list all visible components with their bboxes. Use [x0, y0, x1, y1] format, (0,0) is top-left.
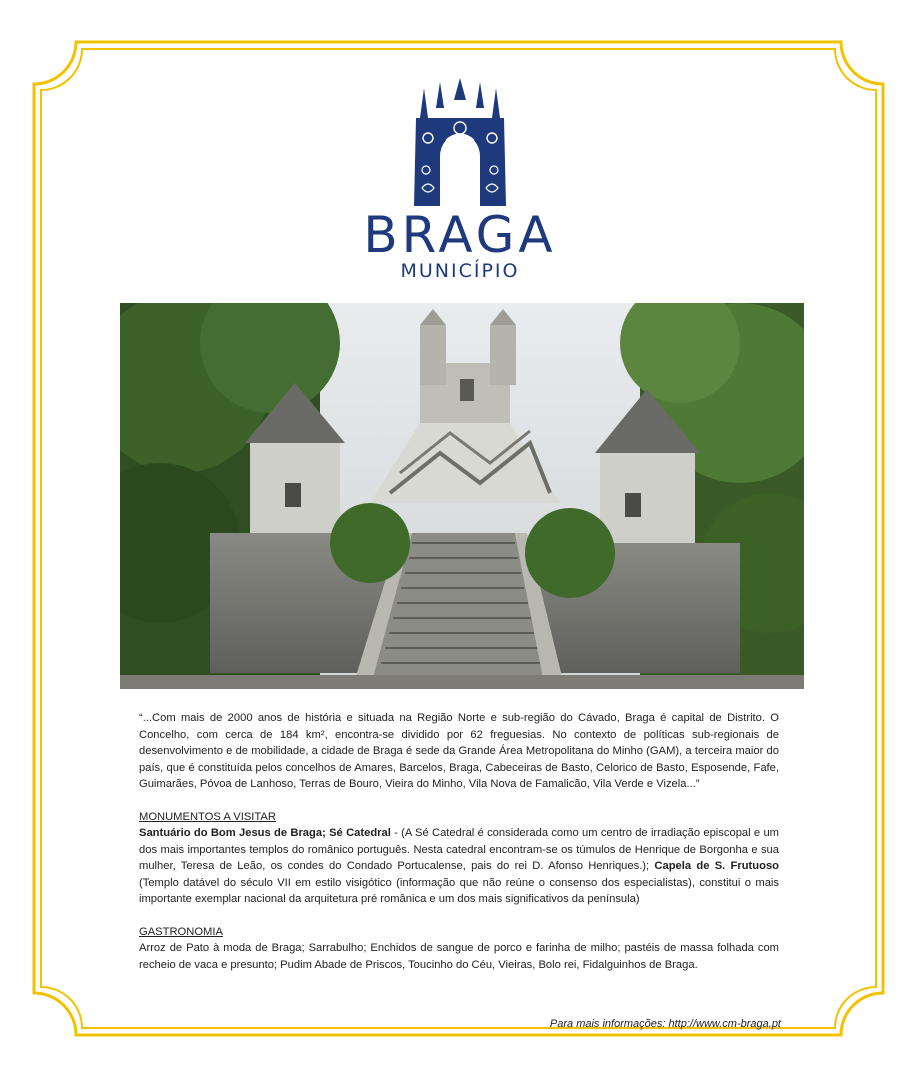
monument-2-name: Capela de S. Frutuoso [654, 860, 780, 872]
monuments-paragraph [139, 825, 779, 908]
footer-link[interactable]: Para mais informações: http://www.cm-braga.pt [549, 1018, 781, 1030]
main-text [139, 710, 779, 973]
arch-tower-icon [410, 78, 510, 218]
brand-name: BRAGA [363, 206, 557, 264]
monument-1-name: Santuário do Bom Jesus de Braga; Sé Catedral [139, 827, 391, 839]
gastronomy-title: GASTRONOMIA [139, 925, 223, 938]
braga-logo [360, 78, 560, 288]
brand-subtitle: MUNICÍPIO [400, 260, 520, 282]
intro-paragraph: “...Com mais de 2000 anos de história e situada na Região Norte e sub-região do Cávado, Braga é capital de Distrito. O Concelho, com cerca de 184 km², encontra-se dividido por 62 freguesias. No contexto de políticas sub-regionais de desenvolvimento e de mobilidade, a cidade de Braga é sede da Grande Área Metropolitana do Minho (GAM), a terceira maior do país, que é constituída pelos concelhos de Amares, Barcelos, Braga, Cabeceiras de Basto, Celorico de Basto, Esposende, Fafe, Guimarães, Póvoa de Lanhoso, Terras de Bouro, Vieira do Minho, Vila Nova de Famalicão, Vila Verde e Vizela...” [139, 712, 779, 790]
monuments-title: MONUMENTOS A VISITAR [139, 810, 276, 823]
gastronomy-paragraph: Arroz de Pato à moda de Braga; Sarrabulho; Enchidos de sangue de porco e farinha de milho; pastéis de massa folhada com recheio de vaca e presunto; Pudim Abade de Priscos, Toucinho do Céu, Vieiras, Bolo rei, Fidalguinhos de Braga. [139, 942, 779, 971]
monument-2-text: (Templo datável do século VII em estilo visigótico (informação que não reúne o consenso dos especialistas), constitui o mais importante exemplar nacional da arquitetura pré românica e um dos mais significativos da península) [139, 876, 779, 905]
monument-1-text: - (A Sé Catedral é considerada como um centro de irradiação episcopal e um dos mais importantes templos do românico português. Nesta catedral encontram-se os túmulos de Henrique de Borgonha e sua mulher, Teresa de Leão, os condes do Condado Portucalense, pais do rei D. Afonso Henriques.); [139, 827, 779, 872]
bom-jesus-sanctuary-photo [120, 303, 804, 689]
